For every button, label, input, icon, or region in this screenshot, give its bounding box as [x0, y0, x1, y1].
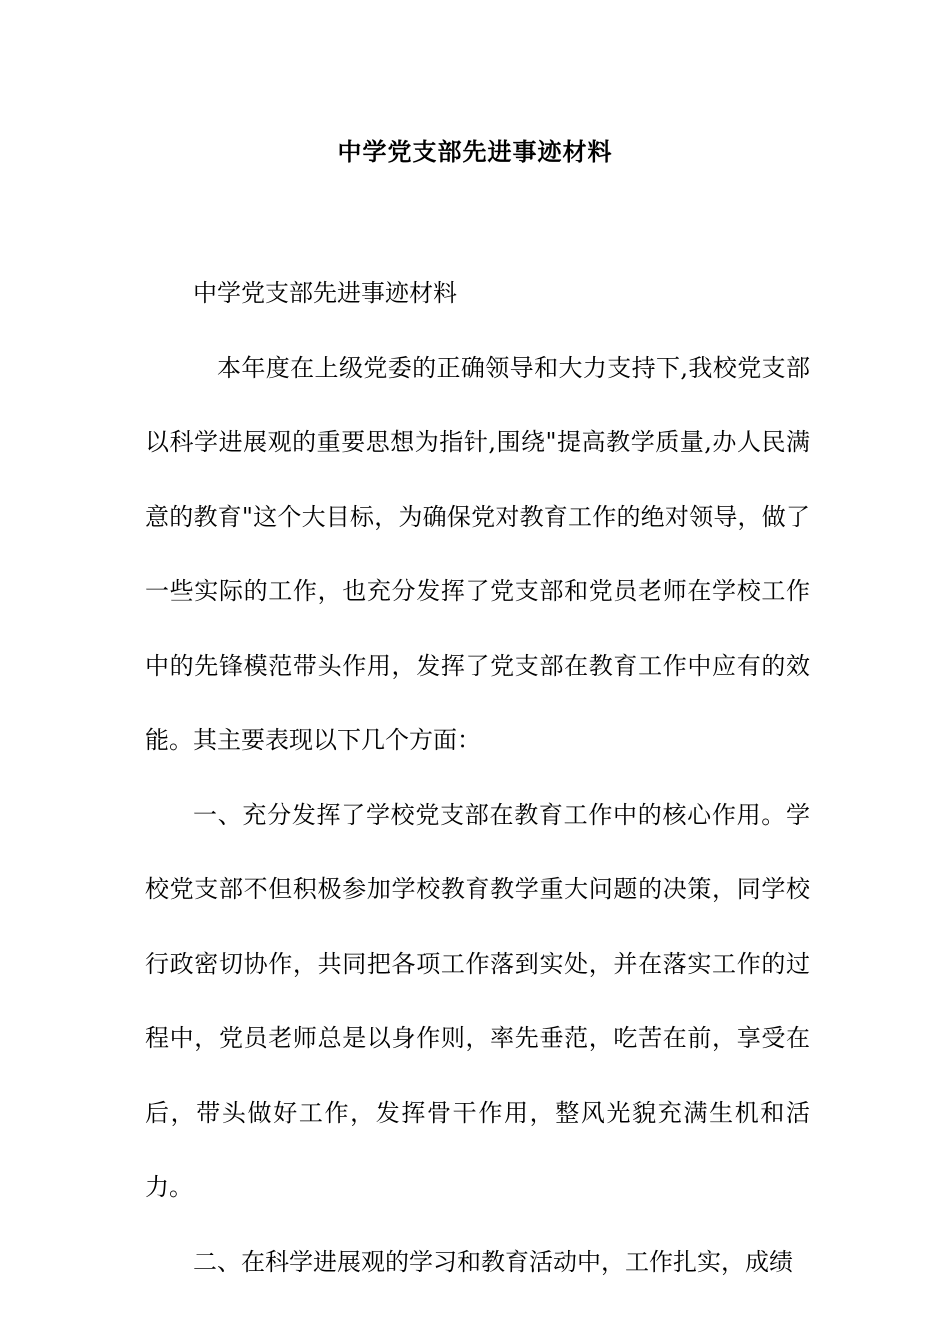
subtitle-paragraph: 中学党支部先进事迹材料	[193, 279, 457, 307]
intro-paragraph: 本年度在上级党委的正确领导和大力支持下,我校党支部以科学进展观的重要思想为指针,围绕"提高教学质量,办人民满意的教育"这个大目标，为确保党对教育工作的绝对领导，做了一些实际的工作，也充分发挥了党支部和党员老师在学校工作中的先锋模范带头作用，发挥了党支部在教育工作中应有的效能。其主要表现以下几个方面：	[145, 353, 810, 754]
document-body	[145, 256, 810, 1299]
section-one-paragraph: 一、充分发挥了学校党支部在教育工作中的核心作用。学校党支部不但积极参加学校教育教学重大问题的决策，同学校行政密切协作，共同把各项工作落到实处，并在落实工作的过程中，党员老师总是以身作则，率先垂范，吃苦在前，享受在后，带头做好工作，发挥骨干作用，整风光貌充满生机和活力。	[145, 800, 810, 1201]
document-title: 中学党支部先进事迹材料	[337, 137, 613, 166]
section-two-paragraph: 二、在科学进展观的学习和教育活动中，工作扎实，成绩	[193, 1247, 793, 1276]
